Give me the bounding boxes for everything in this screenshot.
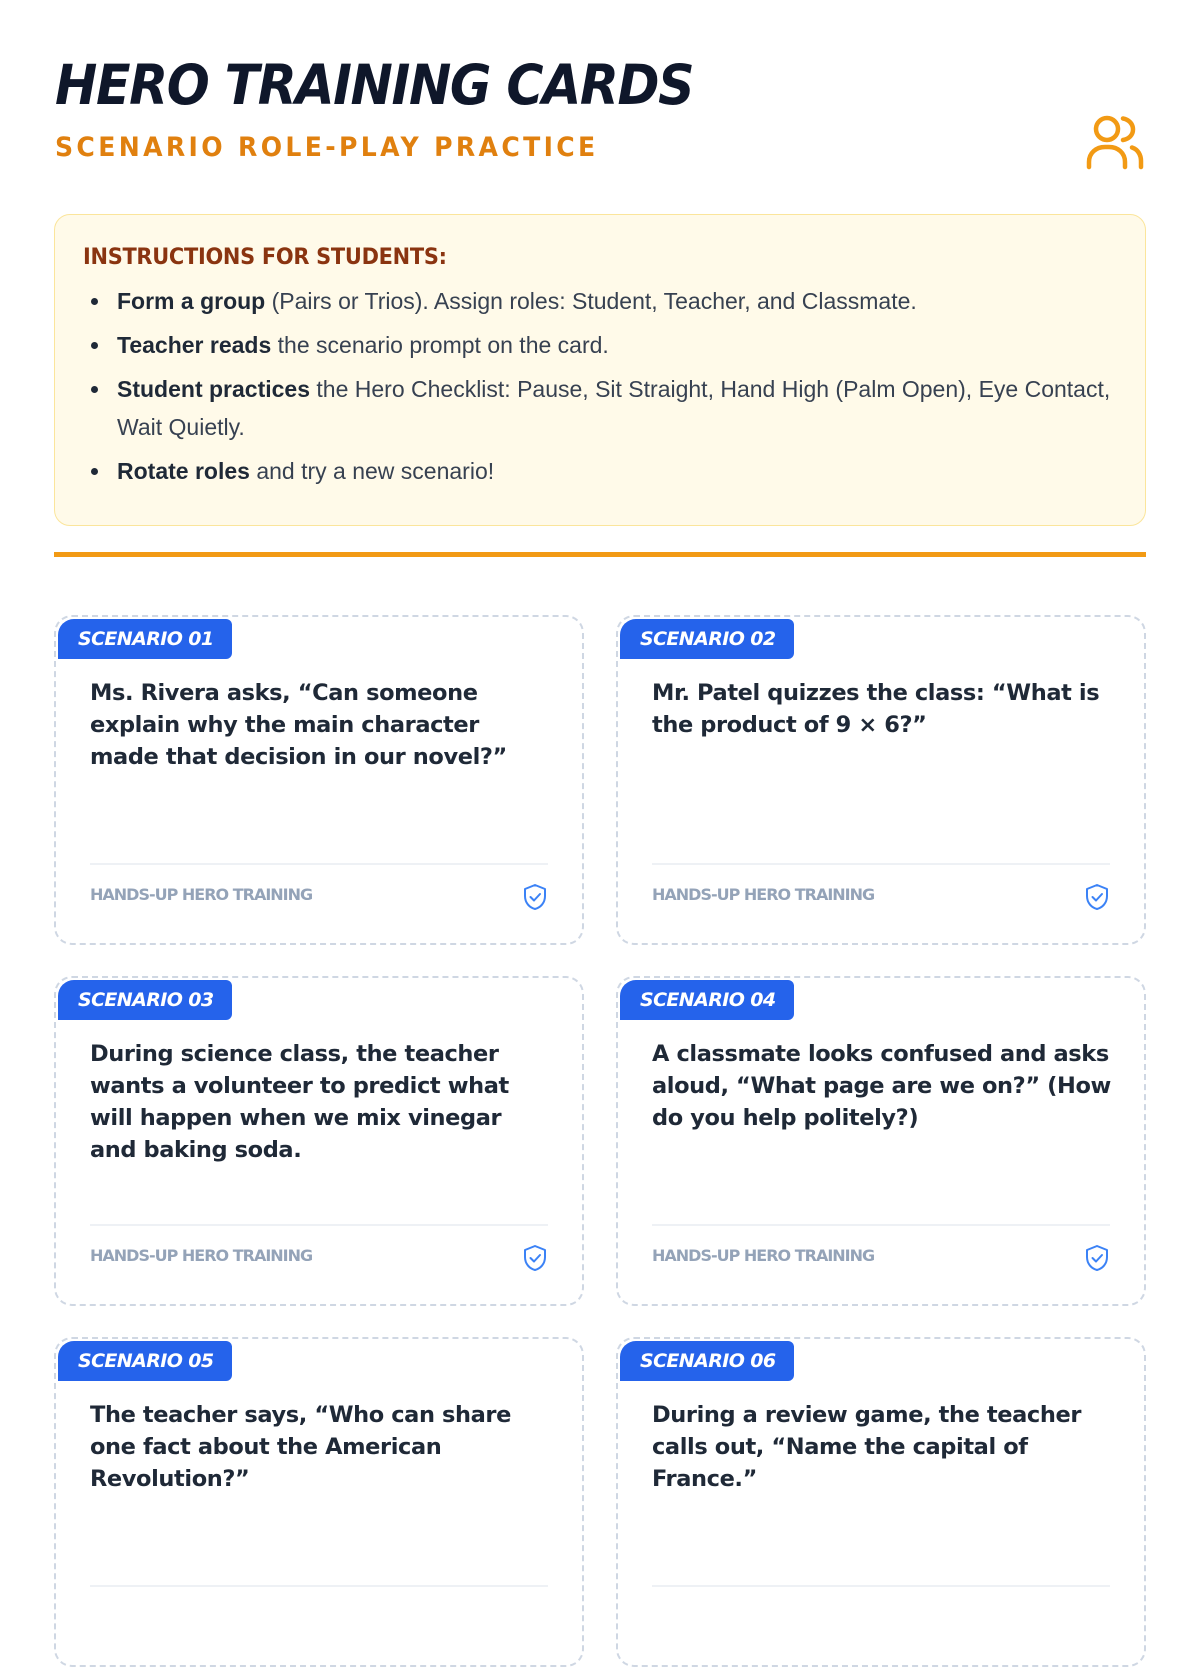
instruction-bold: Form a group xyxy=(117,288,266,314)
scenario-badge: SCENARIO 03 xyxy=(58,980,232,1020)
scenario-prompt: During a review game, the teacher calls out, “Name the capital of France.” xyxy=(652,1402,1082,1492)
shield-check-icon xyxy=(1084,1244,1110,1272)
scenario-badge: SCENARIO 02 xyxy=(620,619,794,659)
page-header xyxy=(55,52,1147,172)
instruction-text: the scenario prompt on the card. xyxy=(271,332,609,358)
scenario-badge: SCENARIO 01 xyxy=(58,619,232,659)
card-footer-label: HANDS-UP HERO TRAINING xyxy=(90,1246,313,1265)
instruction-bold: Student practices xyxy=(117,376,310,402)
card-divider xyxy=(652,1224,1110,1226)
scenario-badge: SCENARIO 06 xyxy=(620,1341,794,1381)
card-divider xyxy=(90,1585,548,1587)
instruction-bold: Teacher reads xyxy=(117,332,272,358)
scenario-prompt: Mr. Patel quizzes the class: “What is the product of 9 × 6?” xyxy=(652,680,1100,738)
card-divider xyxy=(90,863,548,865)
instructions-panel xyxy=(54,214,1146,526)
scenario-card xyxy=(616,1337,1146,1667)
instruction-text: and try a new scenario! xyxy=(249,458,495,484)
shield-check-icon xyxy=(522,883,548,911)
users-icon xyxy=(1083,110,1147,174)
card-divider xyxy=(652,1585,1110,1587)
page-subtitle: SCENARIO ROLE-PLAY PRACTICE xyxy=(55,132,599,163)
scenario-card xyxy=(54,615,584,945)
scenario-card xyxy=(616,615,1146,945)
section-divider xyxy=(54,552,1146,557)
shield-check-icon xyxy=(1084,883,1110,911)
scenario-badge: SCENARIO 04 xyxy=(620,980,794,1020)
scenario-badge: SCENARIO 05 xyxy=(58,1341,232,1381)
scenario-prompt: The teacher says, “Who can share one fact about the American Revolution?” xyxy=(90,1402,511,1492)
card-footer-label: HANDS-UP HERO TRAINING xyxy=(90,885,313,904)
scenario-prompt: Ms. Rivera asks, “Can someone explain why the main character made that decision in our novel?” xyxy=(90,680,507,770)
instruction-text: the Hero Checklist: Pause, Sit Straight, Hand High (Palm Open), Eye Contact, Wait Quietly. xyxy=(117,376,1111,440)
card-divider xyxy=(90,1224,548,1226)
instructions-heading: INSTRUCTIONS FOR STUDENTS: xyxy=(83,245,447,270)
scenario-prompt: A classmate looks confused and asks aloud, “What page are we on?” (How do you help politely?) xyxy=(652,1041,1111,1131)
scenario-prompt: During science class, the teacher wants a volunteer to predict what will happen when we mix vinegar and baking soda. xyxy=(90,1041,509,1163)
instruction-bold: Rotate roles xyxy=(117,458,250,484)
instruction-item xyxy=(83,326,1117,364)
instruction-item xyxy=(83,452,1117,490)
shield-check-icon xyxy=(522,1244,548,1272)
card-footer-label: HANDS-UP HERO TRAINING xyxy=(652,1246,875,1265)
instruction-item xyxy=(83,282,1117,320)
scenario-card xyxy=(616,976,1146,1306)
instruction-item xyxy=(83,370,1117,446)
instruction-text: (Pairs or Trios). Assign roles: Student, Teacher, and Classmate. xyxy=(265,288,917,314)
scenario-card xyxy=(54,1337,584,1667)
card-footer-label: HANDS-UP HERO TRAINING xyxy=(652,885,875,904)
page-title: HERO TRAINING CARDS xyxy=(55,53,694,117)
card-divider xyxy=(652,863,1110,865)
scenario-card xyxy=(54,976,584,1306)
instructions-list xyxy=(83,282,1117,490)
